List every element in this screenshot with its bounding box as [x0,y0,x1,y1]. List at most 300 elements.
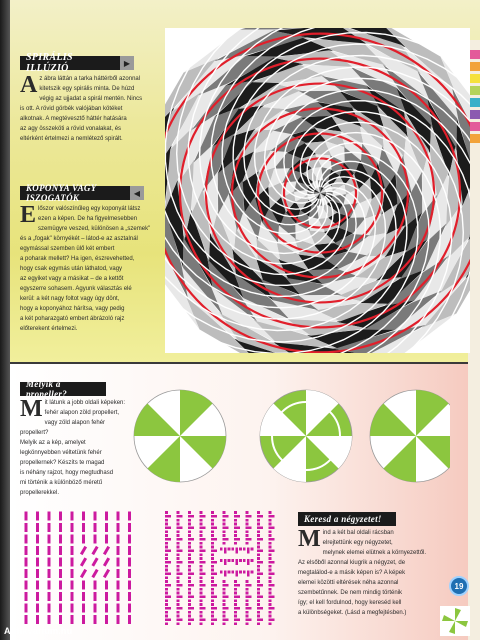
grid-mark [234,511,237,514]
grid-mark [59,569,62,578]
grid-cell [269,603,275,614]
grid-cell [117,546,120,555]
grid-mark [82,535,85,544]
grid-mark [200,519,203,522]
grid-mark [200,527,206,530]
grid-cell [59,535,62,544]
grid-cell [246,580,252,591]
grid-mark [94,615,97,624]
propeller-text [20,398,132,498]
grid-mark [188,546,191,549]
grid-cell [80,546,87,555]
grid-mark [246,523,249,526]
grid-mark [223,527,229,530]
grid-mark [177,603,180,606]
text-line: ezen a képen. De ha figyelmesebben [38,216,138,222]
spiral-heading [20,52,134,74]
grid-cell [234,523,240,534]
grid-mark [165,569,168,572]
grid-mark [269,580,272,583]
text-line: előterekent értelmezi. [20,326,78,332]
grid-mark [257,569,260,572]
square-text [298,528,448,618]
grid-mark [211,565,214,568]
grid-mark [117,523,120,532]
grid-cell [269,569,275,580]
grid-mark [48,512,51,521]
grid-mark [188,519,191,522]
grid-cell [91,557,98,566]
grid-mark [59,615,62,624]
dropcap: M [20,396,43,422]
text-line: kitetszik egy spirális minta. De húzd [39,86,135,92]
grid-mark [177,611,180,614]
grid-mark [128,604,131,613]
grid-cell [220,548,231,554]
grid-mark [251,548,254,551]
grid-cell [105,512,108,521]
grid-cell [200,534,206,545]
grid-mark [228,571,231,574]
grid-cell [48,604,51,613]
grid-cell [257,511,263,522]
text-line: megtalálod-e a másik képen is? A képek [298,570,406,576]
grid-mark [200,561,206,564]
grid-mark [177,542,180,545]
grid-cell [165,580,171,591]
grid-cell [200,592,206,603]
grid-mark [200,588,203,591]
grid-mark [105,604,108,613]
grid-cell [211,557,217,568]
grid-cell [59,581,62,590]
grid-mark [177,550,183,553]
grid-mark [188,515,194,518]
grid-mark [94,512,97,521]
grid-mark [188,596,194,599]
grid-cell [165,615,171,626]
grid-cell [59,512,62,521]
text-line: vagy zöld alapon fehér propellert? [20,420,106,436]
grid-cell [243,548,254,554]
grid-mark [165,611,168,614]
index-tab [470,122,480,131]
grid-cell [71,581,74,590]
grid-mark [82,581,85,590]
grid-mark [165,542,168,545]
grid-mark [48,569,51,578]
text-line: kerül: a két nagy foltot vagy úgy dönt, [20,296,120,302]
grid-cell [223,511,229,522]
text-line: alkotnak. A megtévesztő háttér hatására [20,116,127,122]
grid-cell [25,615,28,624]
watermark: Antikvarium.hu [4,626,73,636]
grid-cell [200,615,206,626]
grid-mark [188,511,191,514]
cup-heading [20,183,144,203]
grid-mark [224,548,227,554]
grid-mark [223,515,229,518]
grid-mark [165,584,171,587]
grid-cell [165,569,171,580]
grid-cell [128,581,131,590]
grid-mark [71,535,74,544]
grid-mark [234,623,237,626]
grid-mark [105,581,108,590]
grid-mark [247,571,250,577]
grid-mark [269,584,275,587]
grid-mark [128,569,131,578]
grid-cell [128,558,131,567]
propeller-title: Melyik a propeller? [20,382,106,396]
index-tab [470,86,480,95]
grid-cell [48,512,51,521]
grid-mark [177,523,180,526]
grid-mark [188,534,191,537]
grid-mark [211,546,214,549]
grid-mark [269,607,275,610]
grid-mark [188,584,194,587]
grid-cell [165,523,171,534]
grid-mark [247,559,250,565]
grid-cell [71,615,74,624]
grid-mark [257,531,260,534]
grid-cell [200,603,206,614]
grid-mark [48,615,51,624]
grid-cell [80,557,87,566]
grid-mark [200,623,203,626]
rewind-icon: ◀ [130,186,144,200]
grid-cell [117,581,120,590]
grid-cell [48,535,51,544]
grid-mark [48,546,51,555]
grid-mark [257,584,263,587]
grid-mark [105,535,108,544]
grid-mark [165,557,168,560]
grid-mark [257,557,260,560]
grid-cell [200,569,206,580]
index-tab [470,74,480,83]
grid-mark [165,523,168,526]
grid-mark [211,584,217,587]
grid-cell [243,559,254,565]
grid-mark [165,580,168,583]
grid-mark [128,592,131,601]
grid-cell [177,511,183,522]
grid-mark [177,623,180,626]
grid-cell [82,615,85,624]
grid-mark [246,611,249,614]
grid-mark [59,604,62,613]
grid-cell [269,534,275,545]
grid-mark [234,519,237,522]
grid-mark [188,619,194,622]
grid-cell [223,534,229,545]
grid-mark [223,588,226,591]
grid-cell [246,511,252,522]
grid-mark [211,557,214,560]
grid-mark [236,548,239,554]
grid-mark [165,607,171,610]
grid-mark [59,523,62,532]
grid-mark [25,592,28,601]
grid-mark [165,519,168,522]
cup-text [20,204,162,334]
grid-cell [220,571,231,577]
grid-mark [177,619,183,622]
grid-mark [211,554,214,557]
grid-mark [188,554,191,557]
grid-mark [257,596,263,599]
text-line: z ábra láttán a tarka háttérből azonnal [39,76,141,82]
grid-mark [165,515,171,518]
grid-mark [257,523,260,526]
grid-mark [165,588,168,591]
grid-cell [71,546,74,555]
grid-mark [177,527,183,530]
grid-mark [177,554,180,557]
grid-mark [59,546,62,555]
grid-cell [232,559,243,565]
grid-mark [59,512,62,521]
grid-mark [211,531,214,534]
grid-mark [211,569,214,572]
index-tab [470,134,480,143]
grid-cell [243,571,254,577]
grid-mark [234,542,237,545]
grid-mark [257,619,263,622]
grid-cell [234,592,240,603]
grid-mark [246,592,249,595]
grid-cell [36,546,39,555]
grid-cell [211,580,217,591]
grid-cell [25,558,28,567]
grid-mark [246,519,249,522]
grid-cell [177,523,183,534]
grid-mark [269,596,275,599]
grid-mark [257,542,260,545]
grid-mark [211,600,214,603]
grid-mark [257,527,263,530]
grid-cell [200,546,206,557]
grid-mark [188,565,191,568]
grid-mark [246,531,249,534]
text-line: a poharak mellett? Ha igen, észrevehetted, [20,256,135,262]
text-line: fehér alapon zöld propellert, [44,410,120,416]
grid-mark [177,519,180,522]
grid-mark [247,548,250,554]
grid-cell [128,615,131,624]
text-line: melynek elemei elütnek a környezettől. [322,550,427,556]
spiral-text [20,74,160,144]
grid-mark [200,573,206,576]
grid-mark [165,550,171,553]
grid-cell [200,523,206,534]
grid-mark [239,559,242,562]
grid-mark [94,523,97,532]
grid-mark [211,527,217,530]
grid-mark [82,523,85,532]
grid-cell [117,604,120,613]
grid-cell [177,603,183,614]
grid-mark [200,534,203,537]
grid-cell [71,535,74,544]
grid-cell [48,546,51,555]
grid-mark [117,512,120,521]
grid-cell [188,546,194,557]
grid-mark [200,600,203,603]
grid-cell [82,581,85,590]
grid-mark [80,557,87,566]
grid-mark [224,571,227,577]
grid-mark [36,558,39,567]
grid-mark [211,607,217,610]
grid-mark [211,588,214,591]
grid-mark [188,542,191,545]
grid-cell [94,604,97,613]
grid-mark [223,611,226,614]
grid-mark [257,600,260,603]
grid-cell [177,569,183,580]
grid-mark [269,554,272,557]
grid-mark [257,565,260,568]
grid-cell [269,615,275,626]
grid-mark [188,611,191,614]
text-line: hogy a koponyához hárítsa, vagy pedig [20,306,125,312]
grid-mark [188,592,191,595]
grid-mark [223,523,226,526]
grid-cell [71,592,74,601]
grid-mark [269,519,272,522]
grid-mark [71,523,74,532]
grid-mark [269,565,272,568]
grid-mark [59,581,62,590]
grid-cell [103,569,110,578]
grid-mark [177,580,180,583]
grid-mark [257,573,263,576]
grid-cell [188,580,194,591]
grid-mark [128,535,131,544]
grid-mark [165,577,168,580]
grid-mark [188,550,194,553]
grid-cell [36,512,39,521]
grid-mark [234,580,237,583]
grid-cell [234,615,240,626]
grid-cell [257,603,263,614]
grid-cell [128,523,131,532]
grid-cell [223,523,229,534]
grid-mark [257,623,260,626]
grid-mark [82,592,85,601]
grid-cell [105,604,108,613]
grid-mark [251,571,254,574]
grid-mark [236,571,239,577]
grid-cell [117,523,120,532]
grid-mark [200,511,203,514]
grid-mark [269,527,275,530]
grid-mark [48,523,51,532]
grid-mark [257,561,263,564]
grid-cell [257,615,263,626]
grid-cell [177,615,183,626]
grid-cell [25,604,28,613]
text-line: egymással szemben ülő két embert [20,246,115,252]
grid-mark [188,569,191,572]
grid-mark [82,615,85,624]
grid-mark [223,619,229,622]
grid-mark [269,515,275,518]
grid-mark [117,604,120,613]
text-line: a különbségeket. (Lásd a megfejtésben.) [298,610,407,616]
grid-cell [188,615,194,626]
grid-mark [94,592,97,601]
grid-mark [269,592,272,595]
text-line: eltérként értelmezi a nemlétező spirált. [20,136,123,142]
grid-cell [211,592,217,603]
grid-cell [257,546,263,557]
grid-mark [94,535,97,544]
grid-mark [234,515,240,518]
grid-cell [188,511,194,522]
grid-cell [211,546,217,557]
grid-cell [223,592,229,603]
grid-mark [257,538,263,541]
grid-mark [71,546,74,555]
grid-mark [246,538,252,541]
grid-mark [128,558,131,567]
grid-cell [165,603,171,614]
grid-cell [188,592,194,603]
grid-mark [257,588,260,591]
grid-cell [188,534,194,545]
grid-mark [165,603,168,606]
grid-mark [71,592,74,601]
grid-mark [269,573,275,576]
grid-mark [246,619,252,622]
grid-mark [234,596,240,599]
grid-mark [269,603,272,606]
grid-cell [59,592,62,601]
grid-mark [71,581,74,590]
grid-mark [48,592,51,601]
grid-mark [48,535,51,544]
grid-cell [48,581,51,590]
grid-mark [234,534,237,537]
grid-mark [36,546,39,555]
grid-mark [211,611,214,614]
square-grid-right [162,510,282,630]
grid-cell [211,569,217,580]
grid-mark [36,604,39,613]
grid-mark [177,561,183,564]
grid-mark [48,581,51,590]
grid-cell [257,580,263,591]
grid-mark [117,581,120,590]
grid-mark [59,535,62,544]
grid-mark [246,534,249,537]
grid-cell [105,523,108,532]
grid-cell [103,557,110,566]
grid-mark [211,592,214,595]
grid-mark [269,611,272,614]
grid-mark [211,580,214,583]
grid-mark [200,523,203,526]
spiral-illusion-drawing [165,28,470,353]
grid-mark [200,554,203,557]
text-line: a két poharazgató embert ábrázoló rajz [20,316,125,322]
grid-mark [228,548,231,551]
grid-mark [188,603,191,606]
